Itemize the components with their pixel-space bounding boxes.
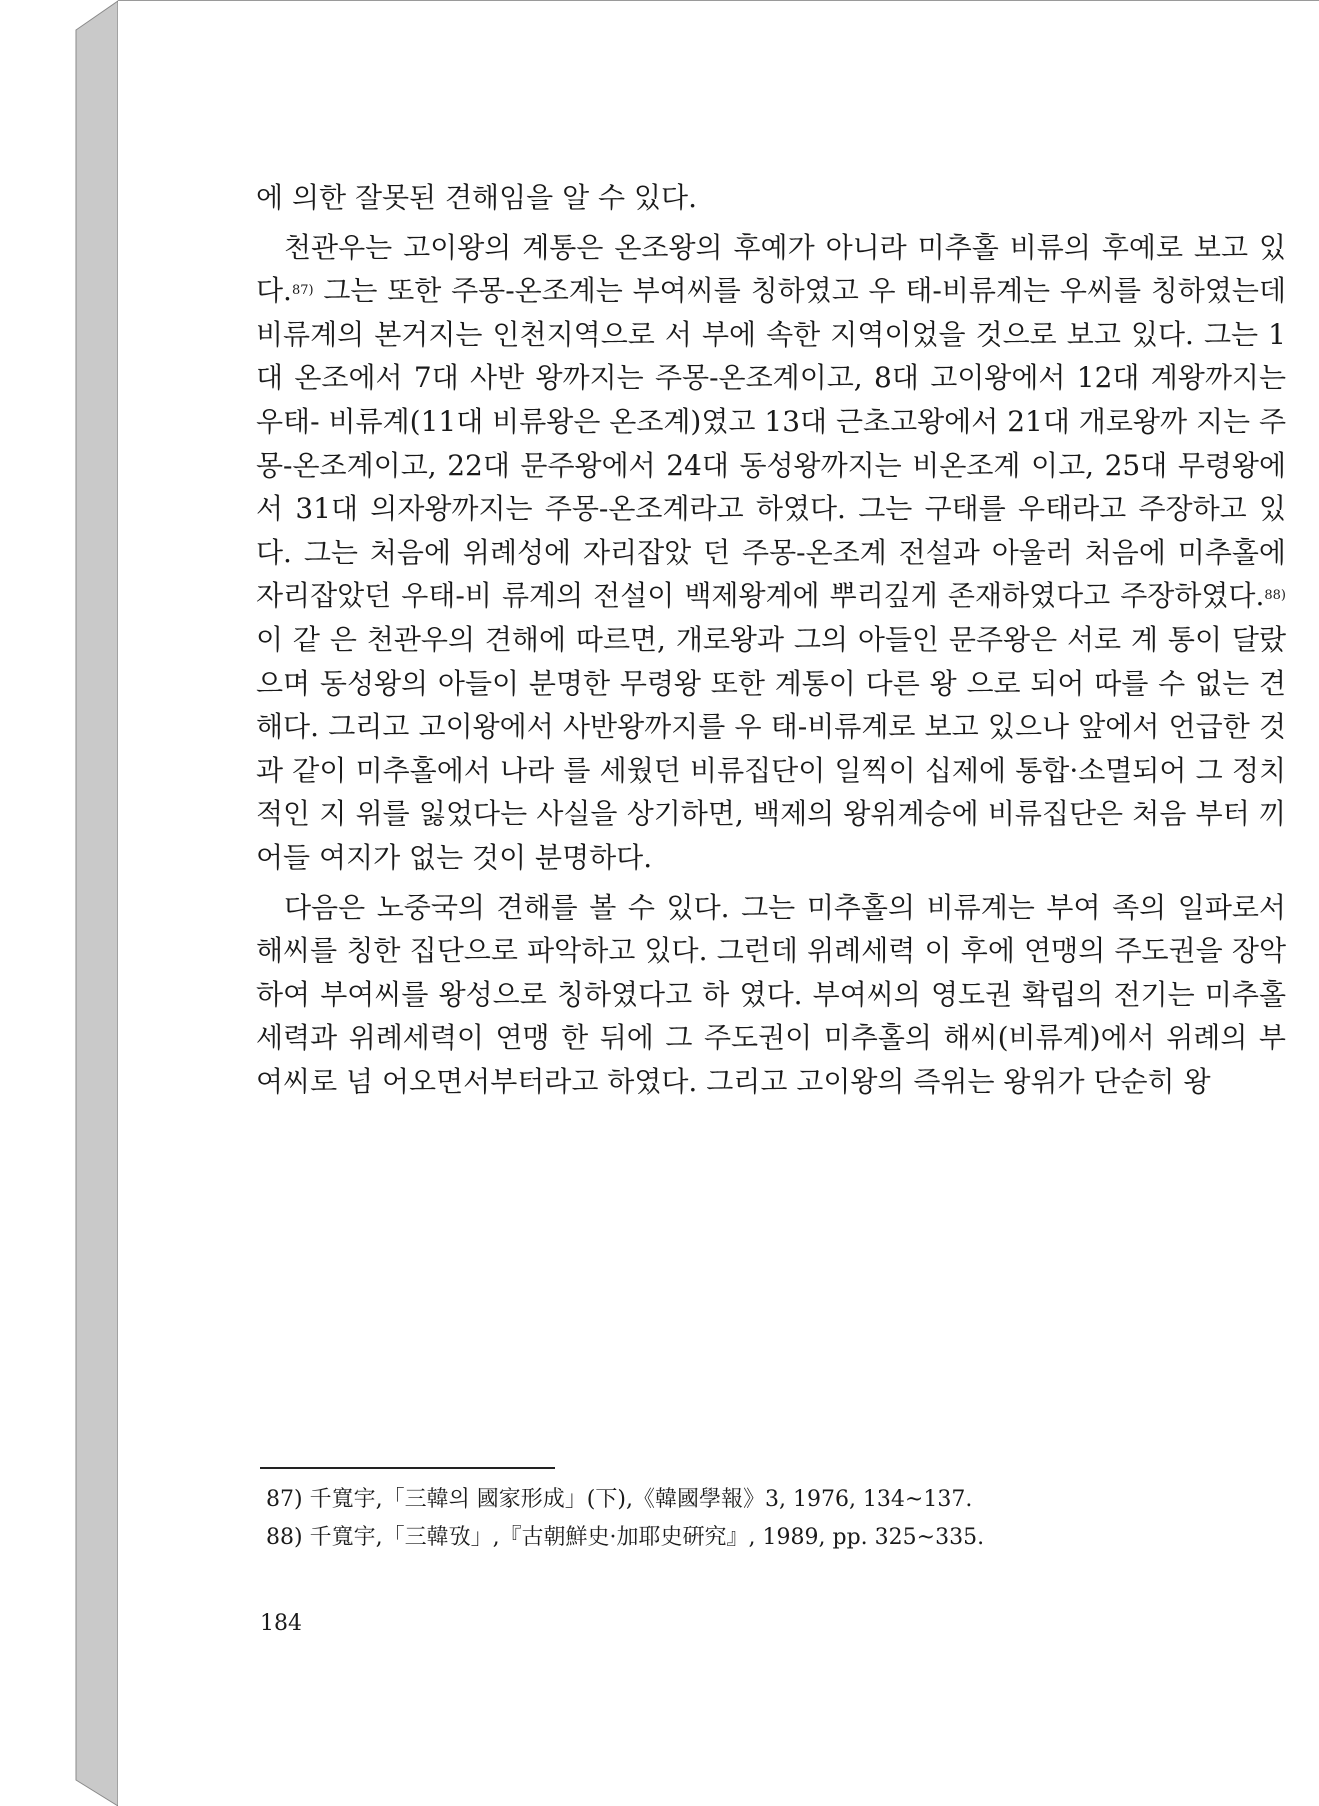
text-line: 으로 되어 따를 수 없는 견해다. 그리고 고이왕에서 사반왕까지를 우 — [256, 666, 1287, 744]
text-line: 그는 구태를 우태라고 주장하고 있다. 그는 처음에 위례성에 자리잡았 — [256, 492, 1286, 569]
footnote-88: 88) 千寬宇,「三韓攷」,『古朝鮮史·加耶史硏究』, 1989, pp. 325~335. — [266, 1525, 985, 1550]
paragraph-1 — [256, 176, 1286, 220]
paragraph-3 — [256, 886, 1286, 1104]
text-line: 태-비류계는 우씨를 칭하였는데 비류계의 본거지는 인천지역으로 서 — [256, 274, 1287, 351]
text-line: 통이 달랐으며 동성왕의 아들이 분명한 무령왕 또한 계통이 다른 왕 — [256, 622, 1286, 700]
text-line: 를 세웠던 비류집단이 일찍이 십제에 통합·소멸되어 그 정치적인 지 — [256, 753, 1287, 831]
text-line: 천관우는 고이왕의 계통은 온조왕의 후예가 아니라 미추홀 비류의 — [284, 230, 1091, 264]
text-line: 위를 잃었다는 사실을 상기하면, 백제의 왕위계승에 비류집단은 처음 — [355, 797, 1187, 831]
footnote-ref-88[interactable]: 88) — [1264, 588, 1287, 604]
footnotes — [266, 1481, 1266, 1557]
text-line: 태-비류계로 보고 있으나 앞에서 언급한 것과 같이 미추홀에서 나라 — [256, 710, 1286, 787]
text-line: 이고, 25대 무령왕에서 31대 의자왕까지는 주몽-온조계라고 하였다. — [256, 448, 1287, 526]
footnote-divider — [260, 1467, 555, 1469]
text-line: 부에 속한 지역이었을 것으로 보고 있다. 그는 1대 온조에서 7대 사반 — [256, 317, 1286, 395]
text-line: 류계의 전설이 백제왕계에 뿌리깊게 존재하였다고 주장하였다. — [501, 579, 1265, 613]
footnote-87: 87) 千寬宇,「三韓의 國家形成」(下),《韓國學報》3, 1976, 134~137. — [266, 1487, 973, 1512]
text-line: 이 후에 연맹의 주도권을 장악하여 부여씨를 왕성으로 칭하였다고 하 — [256, 934, 1286, 1011]
text-line: 족의 일파로서 해씨를 칭한 집단으로 파악하고 있다. 그런데 위례세력 — [256, 890, 1286, 968]
text-line: 왕까지는 주몽-온조계이고, 8대 고이왕에서 12대 계왕까지는 우태- — [256, 361, 1286, 438]
text-line: 한 뒤에 그 주도권이 미추홀의 해씨(비류계)에서 위례의 부여씨로 넘 — [256, 1021, 1286, 1098]
text-line: 은 천관우의 견해에 따르면, 개로왕과 그의 아들인 문주왕은 서로 계 — [329, 622, 1159, 656]
text-line: 부터 끼어들 여지가 없는 것이 분명하다. — [256, 797, 1287, 874]
body-text — [256, 176, 1286, 1103]
text-line: 어오면서부터라고 하였다. 그리고 고이왕의 즉위는 왕위가 단순히 왕 — [382, 1064, 1211, 1098]
page-number: 184 — [260, 1611, 302, 1636]
text-line: 지는 주몽-온조계이고, 22대 문주왕에서 24대 동성왕까지는 비온조계 — [256, 404, 1287, 482]
text-line: 다음은 노중국의 견해를 볼 수 있다. 그는 미추홀의 비류계는 부여 — [284, 890, 1101, 924]
text-line: 후예로 보고 있다. — [256, 230, 1287, 308]
paragraph-2 — [256, 226, 1286, 880]
text-line: 였다. 부여씨의 영도권 확립의 전기는 미추홀세력과 위례세력이 연맹 — [256, 977, 1287, 1055]
text-line: 에 의한 잘못된 견해임을 알 수 있다. — [256, 181, 697, 214]
text-line: 이 같 — [256, 622, 320, 656]
text-line: 그는 또한 주몽-온조계는 부여씨를 칭하였고 우 — [323, 274, 896, 308]
book-page — [118, 0, 1319, 1806]
text-line: 비류계(11대 비류왕은 온조계)였고 13대 근초고왕에서 21대 개로왕까 — [328, 404, 1187, 438]
footnote-ref-87[interactable]: 87) — [291, 283, 314, 299]
text-line: 던 주몽-온조계 전설과 아울러 처음에 미추홀에 자리잡았던 우태-비 — [256, 535, 1286, 613]
